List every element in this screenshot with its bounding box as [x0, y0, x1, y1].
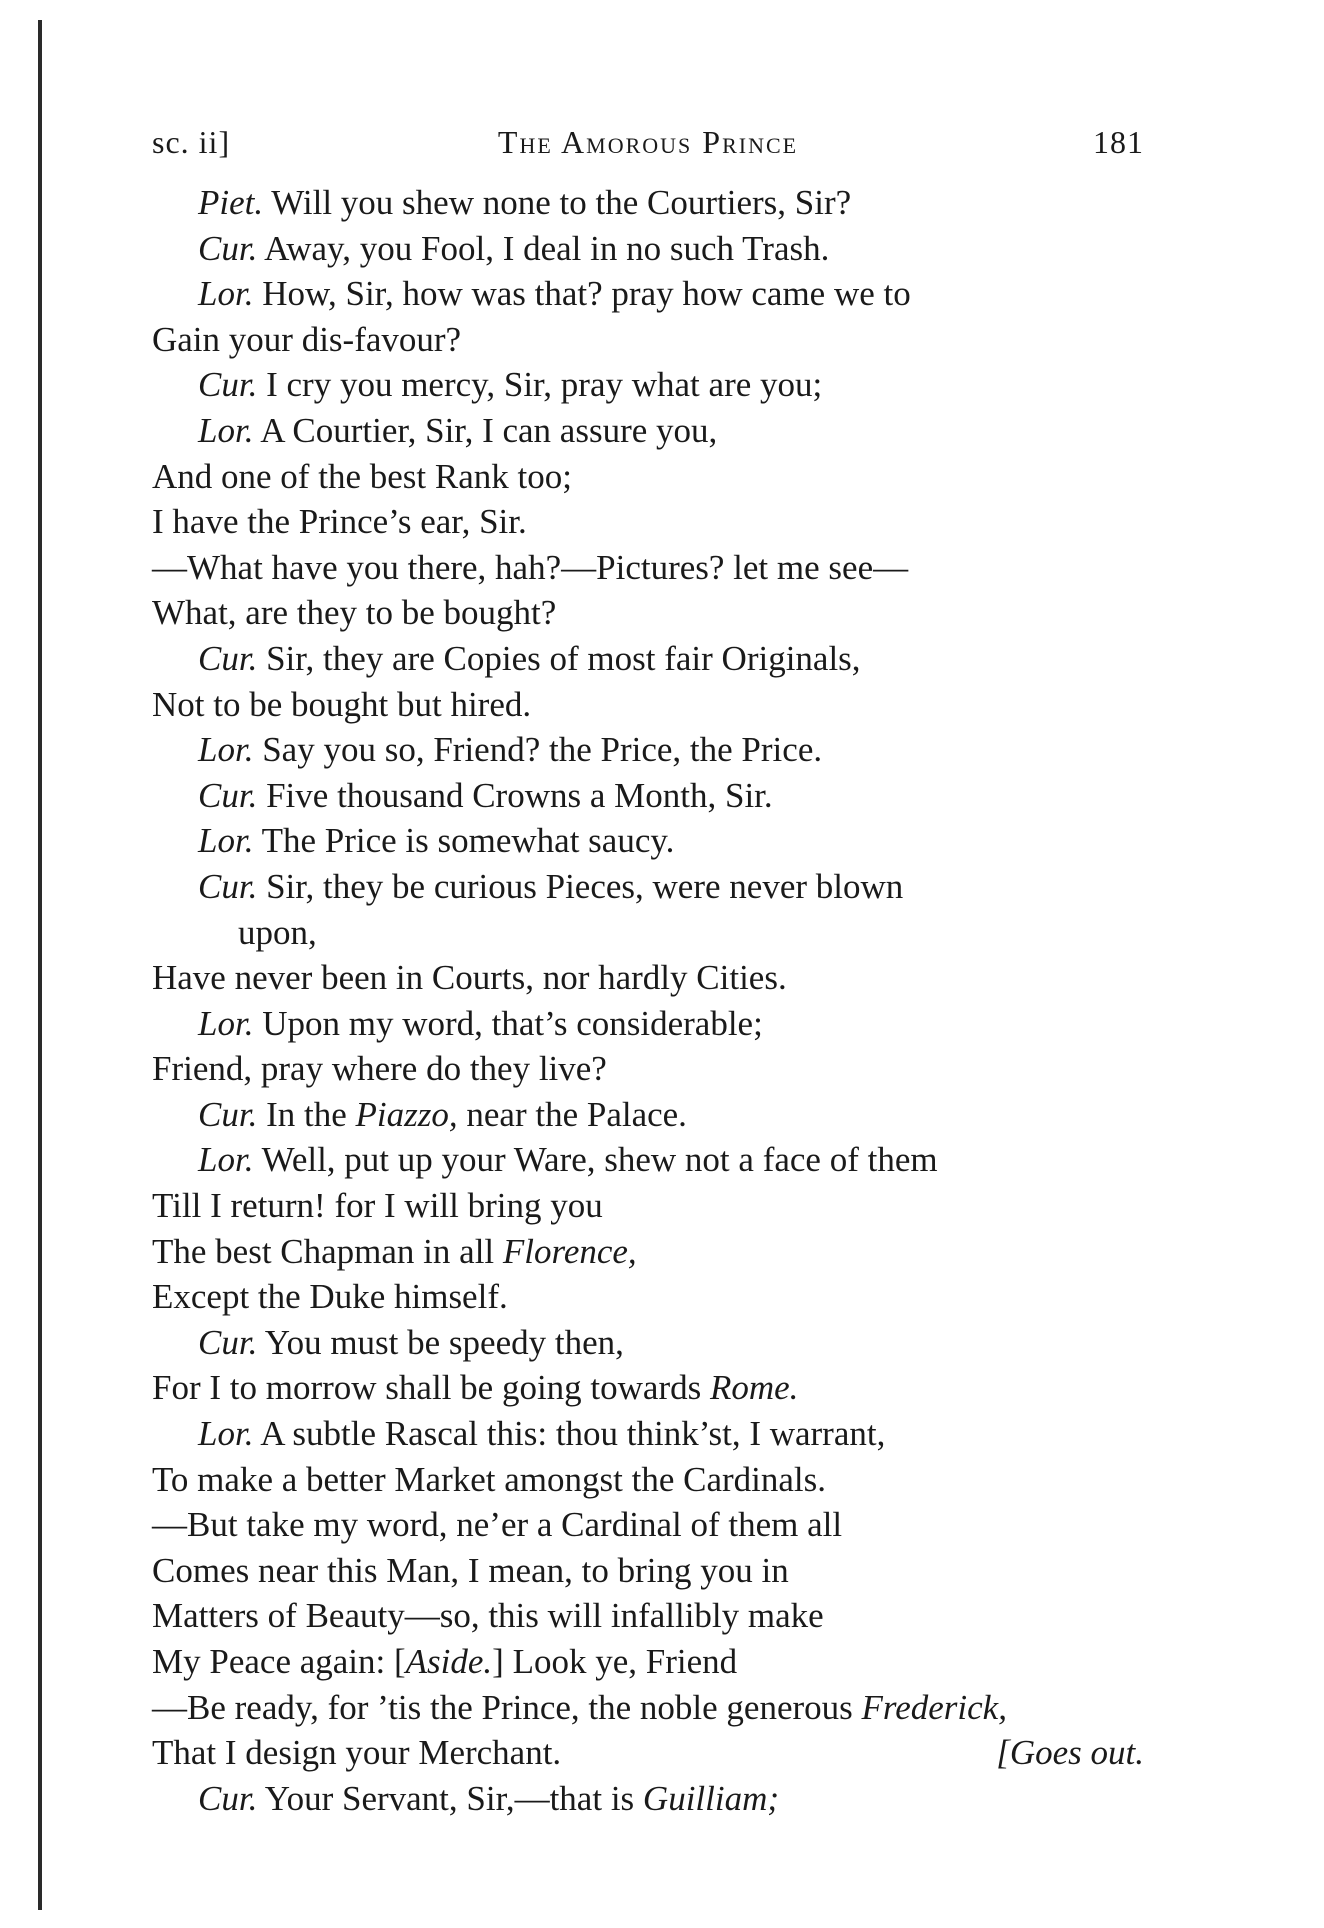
- speaker-name: Lor.: [198, 274, 254, 314]
- text-line: [152, 636, 1144, 682]
- speaker-name: Cur.: [198, 1778, 258, 1818]
- text-line: [152, 864, 1144, 910]
- text-line: [152, 1137, 1144, 1183]
- text-line: [152, 1365, 1144, 1411]
- text-line: [152, 1730, 1144, 1776]
- line-text: You must be speedy then,: [257, 1322, 624, 1362]
- text-line: [152, 818, 1144, 864]
- line-text: I have the Prince’s ear, Sir.: [152, 502, 527, 542]
- line-text: Sir, they be curious Pieces, were never blown: [257, 866, 904, 906]
- speaker-name: Cur.: [198, 228, 258, 268]
- text-line: [152, 1092, 1144, 1138]
- italic-place-name: Piazzo,: [355, 1094, 458, 1134]
- text-line: [152, 1685, 1144, 1731]
- play-text: [152, 180, 1144, 1821]
- text-line: [152, 226, 1144, 272]
- line-text: Say you so, Friend? the Price, the Price.: [253, 730, 823, 770]
- line-text: Not to be bought but hired.: [152, 684, 532, 724]
- line-text: Gain your dis-favour?: [152, 319, 462, 359]
- speaker-name: Cur.: [198, 638, 258, 678]
- line-text: And one of the best Rank too;: [152, 456, 572, 496]
- text-line: [152, 271, 1144, 317]
- running-title: The Amorous Prince: [497, 124, 799, 160]
- text-line: [152, 910, 1144, 956]
- line-text: In the: [257, 1094, 356, 1134]
- line-text: Till I return! for I will bring you: [152, 1186, 603, 1226]
- speaker-name: Cur.: [198, 1322, 258, 1362]
- speaker-name: Cur.: [198, 1094, 258, 1134]
- speaker-name: Lor.: [198, 1414, 254, 1454]
- line-text: —Be ready, for ’tis the Prince, the noble generous: [152, 1687, 862, 1727]
- line-text: Except the Duke himself.: [152, 1277, 508, 1317]
- speaker-name: Lor.: [198, 730, 254, 770]
- text-line: [152, 773, 1144, 819]
- text-line: [152, 1639, 1144, 1685]
- line-text: Well, put up your Ware, shew not a face of them: [253, 1140, 938, 1180]
- line-text: To make a better Market amongst the Cardinals.: [152, 1459, 827, 1499]
- speaker-name: Lor.: [198, 821, 254, 861]
- speaker-name: Lor.: [198, 1003, 254, 1043]
- text-line: [152, 1183, 1144, 1229]
- text-line: [152, 1457, 1144, 1503]
- text-line: [152, 727, 1144, 773]
- text-line: [152, 1320, 1144, 1366]
- line-text: Your Servant, Sir,—that is: [257, 1778, 643, 1818]
- text-line: [152, 317, 1144, 363]
- line-text: What, are they to be bought?: [152, 593, 557, 633]
- line-text: My Peace again: [: [152, 1642, 406, 1681]
- line-text: Friend, pray where do they live?: [152, 1049, 607, 1089]
- text-line: [152, 1229, 1144, 1275]
- line-text: That I design your Merchant.: [152, 1733, 562, 1773]
- line-text: A subtle Rascal this: thou think’st, I warrant,: [253, 1414, 886, 1454]
- speaker-name: Lor.: [198, 1140, 254, 1180]
- page-number: 181: [1093, 124, 1144, 160]
- speaker-name: Cur.: [198, 365, 258, 405]
- line-text: ] Look ye, Friend: [492, 1642, 738, 1681]
- text-line: [152, 1593, 1144, 1639]
- line-text: —What have you there, hah?—Pictures? let me see—: [152, 547, 909, 587]
- italic-character-name: Frederick,: [861, 1687, 1007, 1727]
- italic-place-name: Rome.: [709, 1368, 799, 1408]
- line-text: How, Sir, how was that? pray how came we to: [253, 274, 911, 314]
- line-text: A Courtier, Sir, I can assure you,: [253, 410, 718, 450]
- text-line: [152, 1548, 1144, 1594]
- text-line: [152, 454, 1144, 500]
- text-line: [152, 1776, 1144, 1822]
- line-text: The best Chapman in all: [152, 1231, 503, 1271]
- text-line: [152, 1046, 1144, 1092]
- line-text: Have never been in Courts, nor hardly Cities.: [152, 958, 787, 998]
- text-line: [152, 955, 1144, 1001]
- running-header: [152, 124, 1144, 172]
- text-line: [152, 499, 1144, 545]
- text-line: [152, 362, 1144, 408]
- italic-place-name: Florence,: [502, 1231, 637, 1271]
- line-text: Five thousand Crowns a Month, Sir.: [257, 775, 773, 815]
- text-line: [152, 590, 1144, 636]
- scene-reference: sc. ii]: [152, 124, 231, 160]
- line-text: Comes near this Man, I mean, to bring you in: [152, 1550, 789, 1590]
- stage-direction-aside: Aside.: [405, 1642, 493, 1681]
- speaker-name: Cur.: [198, 775, 258, 815]
- text-line: [152, 408, 1144, 454]
- text-line: [152, 1502, 1144, 1548]
- stage-direction-exit: [Goes out.: [996, 1733, 1144, 1773]
- page-binding-edge: [38, 20, 42, 1910]
- line-text: Will you shew none to the Courtiers, Sir?: [263, 183, 852, 222]
- text-line: [152, 1274, 1144, 1320]
- text-line: [152, 682, 1144, 728]
- text-line: [152, 180, 1144, 226]
- italic-character-name: Guilliam;: [642, 1778, 780, 1818]
- line-text: The Price is somewhat saucy.: [253, 821, 675, 861]
- line-text: upon,: [238, 912, 317, 952]
- line-text: Away, you Fool, I deal in no such Trash.: [257, 228, 830, 268]
- text-line: [152, 1001, 1144, 1047]
- speaker-name: Lor.: [198, 410, 254, 450]
- line-text: Matters of Beauty—so, this will infallibly make: [152, 1596, 824, 1636]
- line-text: Upon my word, that’s considerable;: [253, 1003, 763, 1043]
- text-line: [152, 1411, 1144, 1457]
- line-text: Sir, they are Copies of most fair Originals,: [257, 638, 861, 678]
- line-text: near the Palace.: [457, 1094, 687, 1134]
- line-text: I cry you mercy, Sir, pray what are you;: [257, 365, 823, 405]
- speaker-name: Cur.: [198, 866, 258, 906]
- speaker-name: Piet.: [198, 183, 264, 222]
- line-text: —But take my word, ne’er a Cardinal of them all: [152, 1505, 843, 1545]
- text-line: [152, 545, 1144, 591]
- line-text: For I to morrow shall be going towards: [152, 1368, 710, 1408]
